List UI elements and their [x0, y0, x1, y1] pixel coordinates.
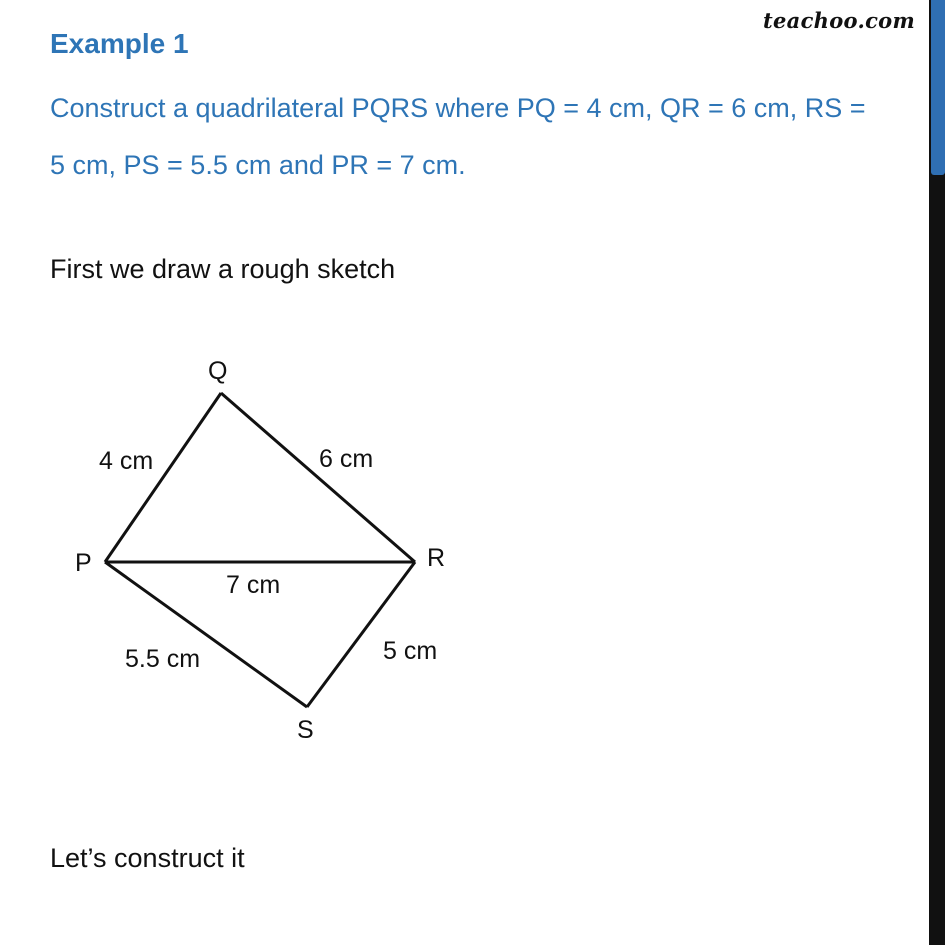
scrollbar-thumb[interactable] [931, 0, 945, 175]
edge-label-rs: 5 cm [383, 637, 438, 665]
edge-label-qr: 6 cm [319, 445, 374, 473]
vertical-scrollbar[interactable] [929, 0, 945, 945]
edge-qr [221, 393, 415, 562]
question-line-2: 5 cm, PS = 5.5 cm and PR = 7 cm. [50, 150, 466, 180]
question-line-1: Construct a quadrilateral PQRS where PQ = 4 cm, QR = 6 cm, RS = [50, 93, 866, 123]
intro-text: First we draw a rough sketch [50, 254, 396, 284]
vertex-label-s: S [297, 716, 314, 744]
edge-label-pr: 7 cm [226, 571, 281, 599]
outro-text: Let’s construct it [50, 843, 245, 873]
vertex-label-r: R [427, 544, 446, 572]
edge-rs [307, 562, 415, 707]
edge-pq [105, 393, 221, 562]
brand-logo: teachoo.com [763, 8, 915, 33]
edge-label-pq: 4 cm [99, 447, 154, 475]
edge-label-ps: 5.5 cm [125, 645, 201, 673]
example-heading: Example 1 [50, 28, 189, 59]
vertex-label-p: P [75, 549, 92, 577]
vertex-label-q: Q [208, 357, 228, 385]
